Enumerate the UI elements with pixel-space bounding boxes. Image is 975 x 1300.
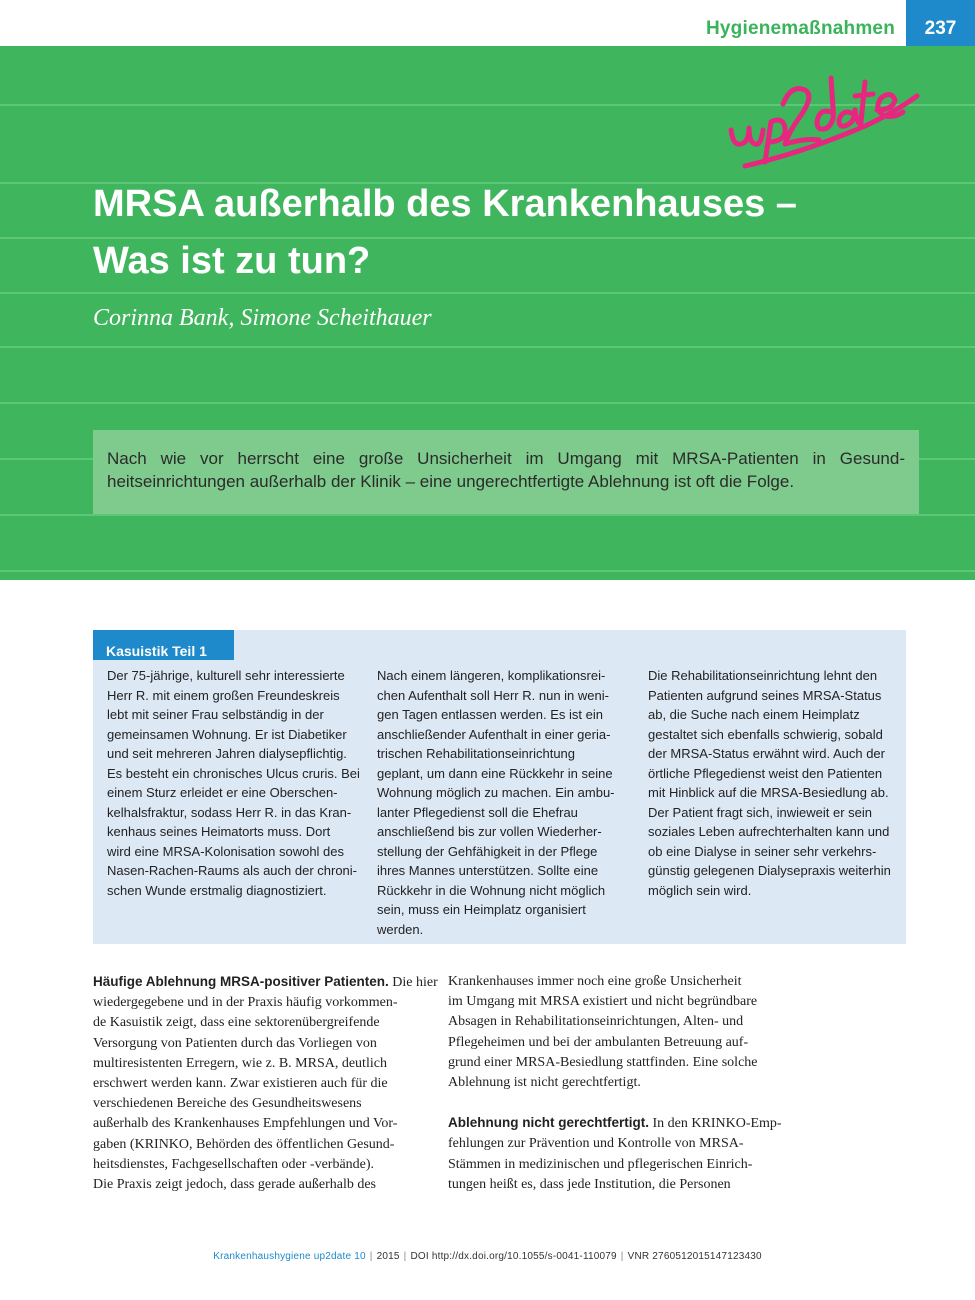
text-line: ihres Mannes unterstützen. Sollte eine <box>377 863 599 878</box>
body-column-right <box>448 972 793 1195</box>
text-line: kenhaus seines Heimatorts muss. Dort <box>107 824 331 839</box>
page-header <box>0 0 975 46</box>
text-line: Wohnung möglich zu machen. Ein ambu- <box>377 785 615 800</box>
text-line: Herr R. mit einem großen Freundeskreis <box>107 687 340 703</box>
text-line: Rückkehr in die Wohnung nicht möglich <box>377 882 606 898</box>
rule-line <box>0 514 975 516</box>
case-study-box <box>93 630 906 944</box>
text-line: anschließender Aufenthalt in einer geria- <box>377 726 611 742</box>
body-column-left <box>93 972 438 1195</box>
abstract-line: heitseinrichtungen außerhalb der Klinik – eine ungerechtfertigte Ablehnung ist oft die Folge. <box>107 472 795 491</box>
text-line: Absagen in Rehabilitationseinrichtungen, Alten- und <box>448 1014 744 1030</box>
text-line: Stämmen in medizinischen und pflegerischen Einrich- <box>448 1156 753 1172</box>
text-line: geplant, um dann eine Rückkehr in seine <box>377 765 613 781</box>
page-footer <box>0 1251 975 1262</box>
text-line: sein, muss ein Heimplatz organisiert <box>377 902 586 917</box>
text-line: soziales Leben aufrechterhalten kann und <box>648 824 890 839</box>
text-line: gestaltet sich ebenfalls schwierig, sobald <box>648 726 883 742</box>
text-line: Es besteht ein chronisches Ulcus cruris. Bei <box>107 765 360 781</box>
rule-line <box>0 292 975 294</box>
text-line: werden. <box>377 921 424 937</box>
text-line: anschließend bis zur vollen Wiederher- <box>377 824 602 839</box>
text-line: heitsdienstes, Fachgesellschaften oder -verbände). <box>93 1156 375 1172</box>
text-line: wird eine MRSA-Kolonisation sowohl des <box>107 843 345 859</box>
text-line: günstig gelegenen Dialysepraxis weiterhin <box>648 863 891 878</box>
text-line: im Umgang mit MRSA existiert und nicht begründbare <box>448 994 758 1010</box>
paragraph-heading: Häufige Ablehnung MRSA-positiver Patienten. <box>93 974 389 989</box>
paragraph-first-line <box>448 1113 793 1134</box>
abstract-box <box>93 430 919 514</box>
rule-line <box>0 570 975 572</box>
text-line: außerhalb des Krankenhauses Empfehlungen und Vor- <box>93 1116 398 1132</box>
text-line: erschwert werden kann. Zwar existieren auch für die <box>93 1076 388 1092</box>
text-line: schen Wunde erstmalig diagnostiziert. <box>107 882 327 898</box>
text-line: multiresistenten Erregern, wie z. B. MRSA, deutlich <box>93 1055 387 1071</box>
text-line: trischen Rehabilitationseinrichtung <box>377 746 576 761</box>
section-title: Hygienemaßnahmen <box>705 18 895 39</box>
text-line: Pflegeheimen und bei der ambulanten Betreuung auf- <box>448 1034 749 1050</box>
up2date-logo <box>725 52 925 182</box>
text-line: Der Patient fragt sich, inwieweit er sein <box>648 804 872 820</box>
text-line: Der 75-jährige, kulturell sehr interessierte <box>107 668 345 683</box>
abstract-line: Nach wie vor herrscht eine große Unsicherheit im Umgang mit MRSA-Patienten in Gesund- <box>107 449 905 468</box>
text-line: tungen heißt es, dass jede Institution, die Personen <box>448 1176 731 1192</box>
text-line: kelhalsfraktur, sodass Herr R. in das Kran- <box>107 804 352 820</box>
text-fragment: Die hier <box>388 975 438 990</box>
title-block <box>0 46 975 580</box>
text-line: gaben (KRINKO, Behörden des öffentlichen Gesund- <box>93 1136 395 1152</box>
paragraph-heading: Ablehnung nicht gerechtfertigt. <box>448 1115 649 1131</box>
text-line: wiedergegebene und in der Praxis häufig vorkommen- <box>93 995 398 1011</box>
text-line: der MRSA-Status erwähnt wird. Auch der <box>648 746 885 761</box>
rule-line <box>0 346 975 348</box>
title-line: MRSA außerhalb des Krankenhauses – <box>93 183 797 225</box>
footer-doi: DOI http://dx.doi.org/10.1055/s-0041-110079 <box>410 1251 617 1262</box>
text-line: Die Rehabilitationseinrichtung lehnt den <box>648 668 878 683</box>
footer-separator: | <box>620 1251 624 1262</box>
article-authors: Corinna Bank, Simone Scheithauer <box>93 305 432 331</box>
text-line: gemeinsamen Wohnung. Er ist Diabetiker <box>107 726 347 742</box>
text-line: grund einer MRSA-Besiedlung stattfinden. Eine solche <box>448 1054 758 1070</box>
footer-journal: Krankenhaushygiene up2date 10 <box>213 1251 366 1262</box>
case-column-2 <box>377 666 631 939</box>
text-line: gen Tagen entlassen werden. Es ist ein <box>377 707 603 722</box>
text-line: und seit mehreren Jahren dialysepflichtig. <box>107 746 347 761</box>
footer-separator: | <box>369 1251 373 1262</box>
text-line: verschiedenen Bereiche des Gesundheitswesens <box>93 1096 362 1112</box>
case-study-label: Kasuistik Teil 1 <box>93 630 234 660</box>
text-line: fehlungen zur Prävention und Kontrolle von MRSA- <box>448 1136 744 1152</box>
text-line: ob eine Dialyse in seiner sehr verkehrs- <box>648 843 877 859</box>
text-line: Patienten aufgrund seines MRSA-Status <box>648 687 882 703</box>
text-line: Versorgung von Patienten durch das Vorliegen von <box>93 1035 377 1051</box>
text-fragment: In den KRINKO-Emp- <box>649 1116 782 1132</box>
text-line: einem Sturz erleidet er eine Oberschen- <box>107 785 338 800</box>
text-line: Die Praxis zeigt jedoch, dass gerade außerhalb des <box>93 1177 377 1193</box>
text-line: möglich sein wird. <box>648 882 752 898</box>
text-line: de Kasuistik zeigt, dass eine sektorenübergreifende <box>93 1015 380 1031</box>
text-line: Nasen-Rachen-Raums als auch der chroni- <box>107 863 358 878</box>
text-line: mit Hinblick auf die MRSA-Besiedlung ab. <box>648 785 889 800</box>
title-line: Was ist zu tun? <box>93 240 371 282</box>
text-line: lanter Pflegedienst soll die Ehefrau <box>377 804 578 820</box>
footer-vnr: VNR 2760512015147123430 <box>627 1251 762 1262</box>
text-line: Ablehnung ist nicht gerechtfertigt. <box>448 1075 641 1091</box>
case-column-1 <box>107 666 361 900</box>
page-number: 237 <box>906 0 975 46</box>
text-line: örtliche Pflegedienst weist den Patienten <box>648 765 883 781</box>
rule-line <box>0 402 975 404</box>
text-line: Nach einem längeren, komplikationsrei- <box>377 668 606 683</box>
text-line: stellung der Gehfähigkeit in der Pflege <box>377 843 598 859</box>
footer-separator: | <box>403 1251 407 1262</box>
article-title <box>93 176 893 290</box>
text-line: Krankenhauses immer noch eine große Unsicherheit <box>448 974 742 989</box>
paragraph-first-line <box>93 972 438 993</box>
case-column-3 <box>648 666 902 900</box>
text-line: ab, die Suche nach einem Heimplatz <box>648 707 860 722</box>
footer-year: 2015 <box>376 1251 400 1262</box>
text-line: lebt mit seiner Frau selbständig in der <box>107 707 324 722</box>
text-line: chen Aufenthalt soll Herr R. nun in weni- <box>377 687 609 703</box>
